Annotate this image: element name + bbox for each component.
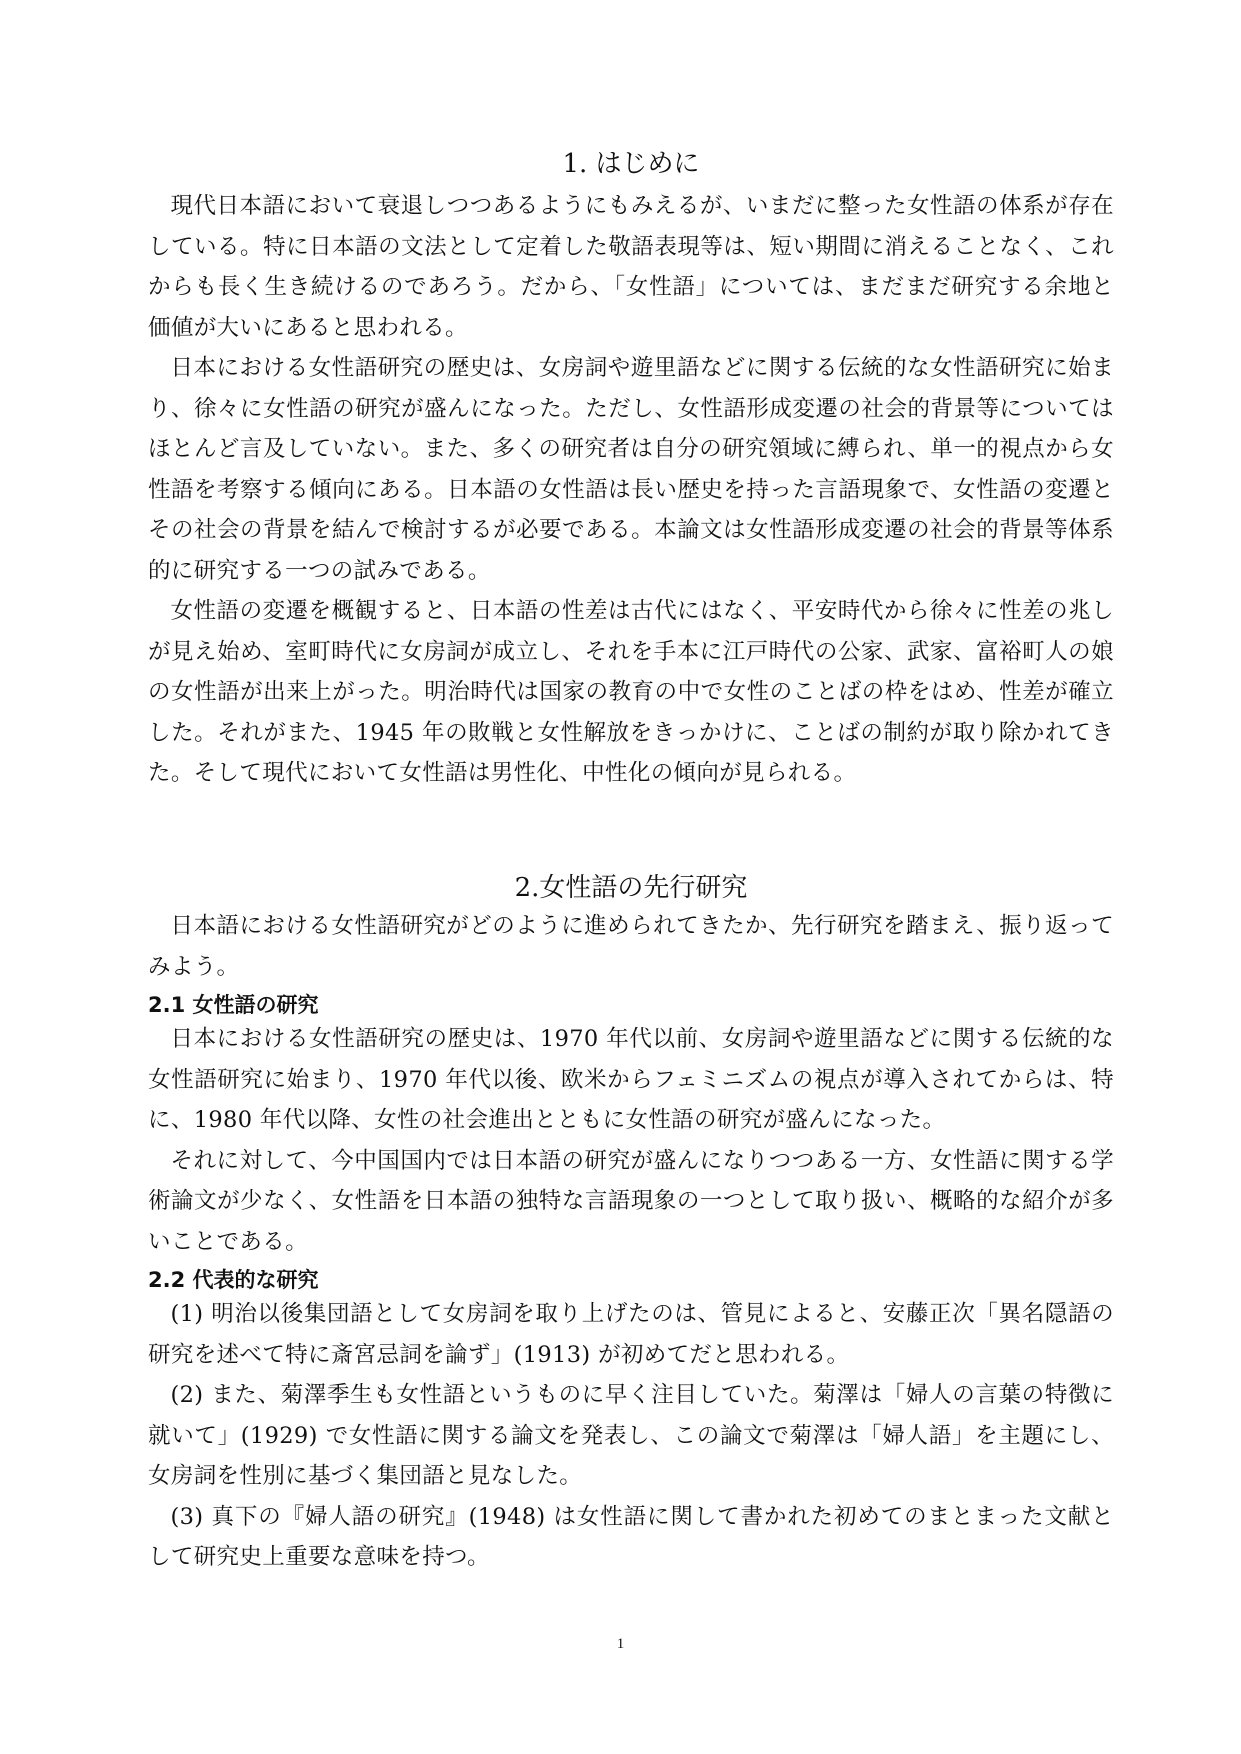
section-1-paragraph-3: 女性語の変遷を概観すると、日本語の性差は古代にはなく、平安時代から徐々に性差の兆しが見え始め、室町時代に女房詞が成立し、それを手本に江戸時代の公家、武家、富裕町人の娘の女性語が出来上がった。明治時代は国家の教育の中で女性のことばの枠をはめ、性差が確立した。それがまた、1945 年の敗戦と女性解放をきっかけに、ことばの制約が取り除かれてきた。そして現代において女性語は男性化、中性化の傾向が見られる。 [148, 598, 1114, 786]
section-2-intro-paragraph: 日本語における女性語研究がどのように進められてきたか、先行研究を踏まえ、振り返ってみよう。 [148, 913, 1114, 980]
section-1-body [148, 186, 1114, 794]
subsection-2-2-item-2: (2) また、菊澤季生も女性語というものに早く注目していた。菊澤は「婦人の言葉の特徴に就いて」(1929) で女性語に関する論文を発表し、この論文で菊澤は「婦人語」を主題にし、女房詞を性別に基づく集団語と見なした。 [148, 1382, 1114, 1489]
section-1-title: 1. はじめに [562, 149, 700, 179]
section-2-title: 2.女性語の先行研究 [514, 873, 748, 903]
subsection-2-2-item-3: (3) 真下の『婦人語の研究』(1948) は女性語に関して書かれた初めてのまとまった文献として研究史上重要な意味を持つ。 [148, 1503, 1114, 1570]
subsection-2-1-body [148, 1019, 1114, 1262]
subsection-2-1-heading: 2.1 女性語の研究 [148, 993, 319, 1017]
page-number: 1 [616, 1636, 625, 1652]
section-1-paragraph-1: 現代日本語において衰退しつつあるようにもみえるが、いまだに整った女性語の体系が存在している。特に日本語の文法として定着した敬語表現等は、短い期間に消えることなく、これからも長く生き続けるのであろう。だから、「女性語」については、まだまだ研究する余地と価値が大いにあると思われる。 [148, 193, 1114, 341]
subsection-2-2-body [148, 1294, 1114, 1578]
subsection-2-1-paragraph-1: 日本における女性語研究の歴史は、1970 年代以前、女房詞や遊里語などに関する伝統的な女性語研究に始まり、1970 年代以後、欧米からフェミニズムの視点が導入されてからは、特に、1980 年代以降、女性の社会進出とともに女性語の研究が盛んになった。 [148, 1026, 1114, 1133]
subsection-2-1-paragraph-2: それに対して、今中国国内では日本語の研究が盛んになりつつある一方、女性語に関する学術論文が少なく、女性語を日本語の独特な言語現象の一つとして取り扱い、概略的な紹介が多いことである。 [148, 1147, 1114, 1255]
section-2-intro [148, 906, 1114, 987]
subsection-2-2-heading: 2.2 代表的な研究 [148, 1268, 319, 1292]
subsection-2-2-item-1: (1) 明治以後集団語として女房詞を取り上げたのは、管見によると、安藤正次「異名隠語の研究を述べて特に斎宮忌詞を論ず」(1913) が初めてだと思われる。 [148, 1301, 1114, 1368]
section-1-paragraph-2: 日本における女性語研究の歴史は、女房詞や遊里語などに関する伝統的な女性語研究に始まり、徐々に女性語の研究が盛んになった。ただし、女性語形成変遷の社会的背景等についてはほとんど言及していない。また、多くの研究者は自分の研究領域に縛られ、単一的視点から女性語を考察する傾向にある。日本語の女性語は長い歴史を持った言語現象で、女性語の変遷とその社会の背景を結んで検討するが必要である。本論文は女性語形成変遷の社会的背景等体系的に研究する一つの試みである。 [148, 355, 1114, 584]
